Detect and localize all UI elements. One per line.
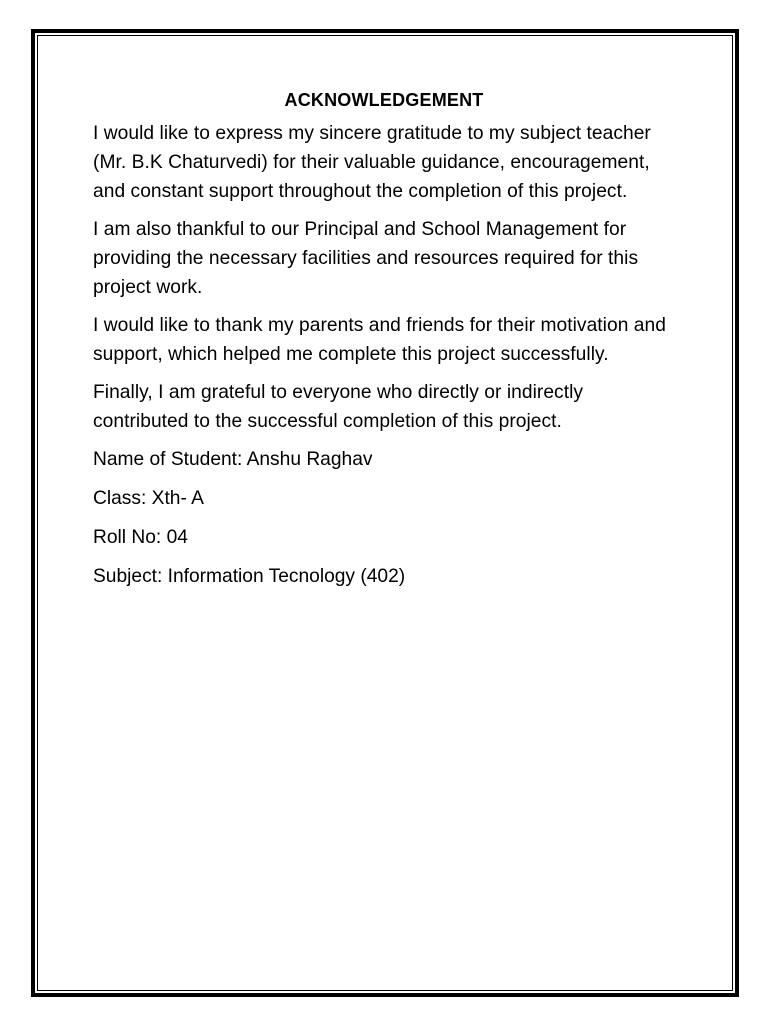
paragraph-thanks-principal: I am also thankful to our Principal and School Management for providing the necessary facilities and resources required for this project work. xyxy=(93,219,639,298)
paragraph-thanks-parents: I would like to thank my parents and friends for their motivation and support, which helped me complete this project successfully. xyxy=(93,315,666,365)
student-name: Name of Student: Anshu Raghav xyxy=(93,449,373,470)
document-body xyxy=(93,90,683,601)
student-class: Class: Xth- A xyxy=(93,488,204,509)
paragraph-thanks-everyone: Finally, I am grateful to everyone who directly or indirectly contributed to the successful completion of this project. xyxy=(93,382,584,432)
page-title: ACKNOWLEDGEMENT xyxy=(284,90,484,110)
roll-number: Roll No: 04 xyxy=(93,527,188,548)
subject-line: Subject: Information Tecnology (402) xyxy=(93,566,406,587)
paragraph-gratitude-teacher: I would like to express my sincere gratitude to my subject teacher (Mr. B.K Chaturvedi) for their valuable guidance, encouragement, and constant support throughout the completion of this project. xyxy=(93,123,651,202)
